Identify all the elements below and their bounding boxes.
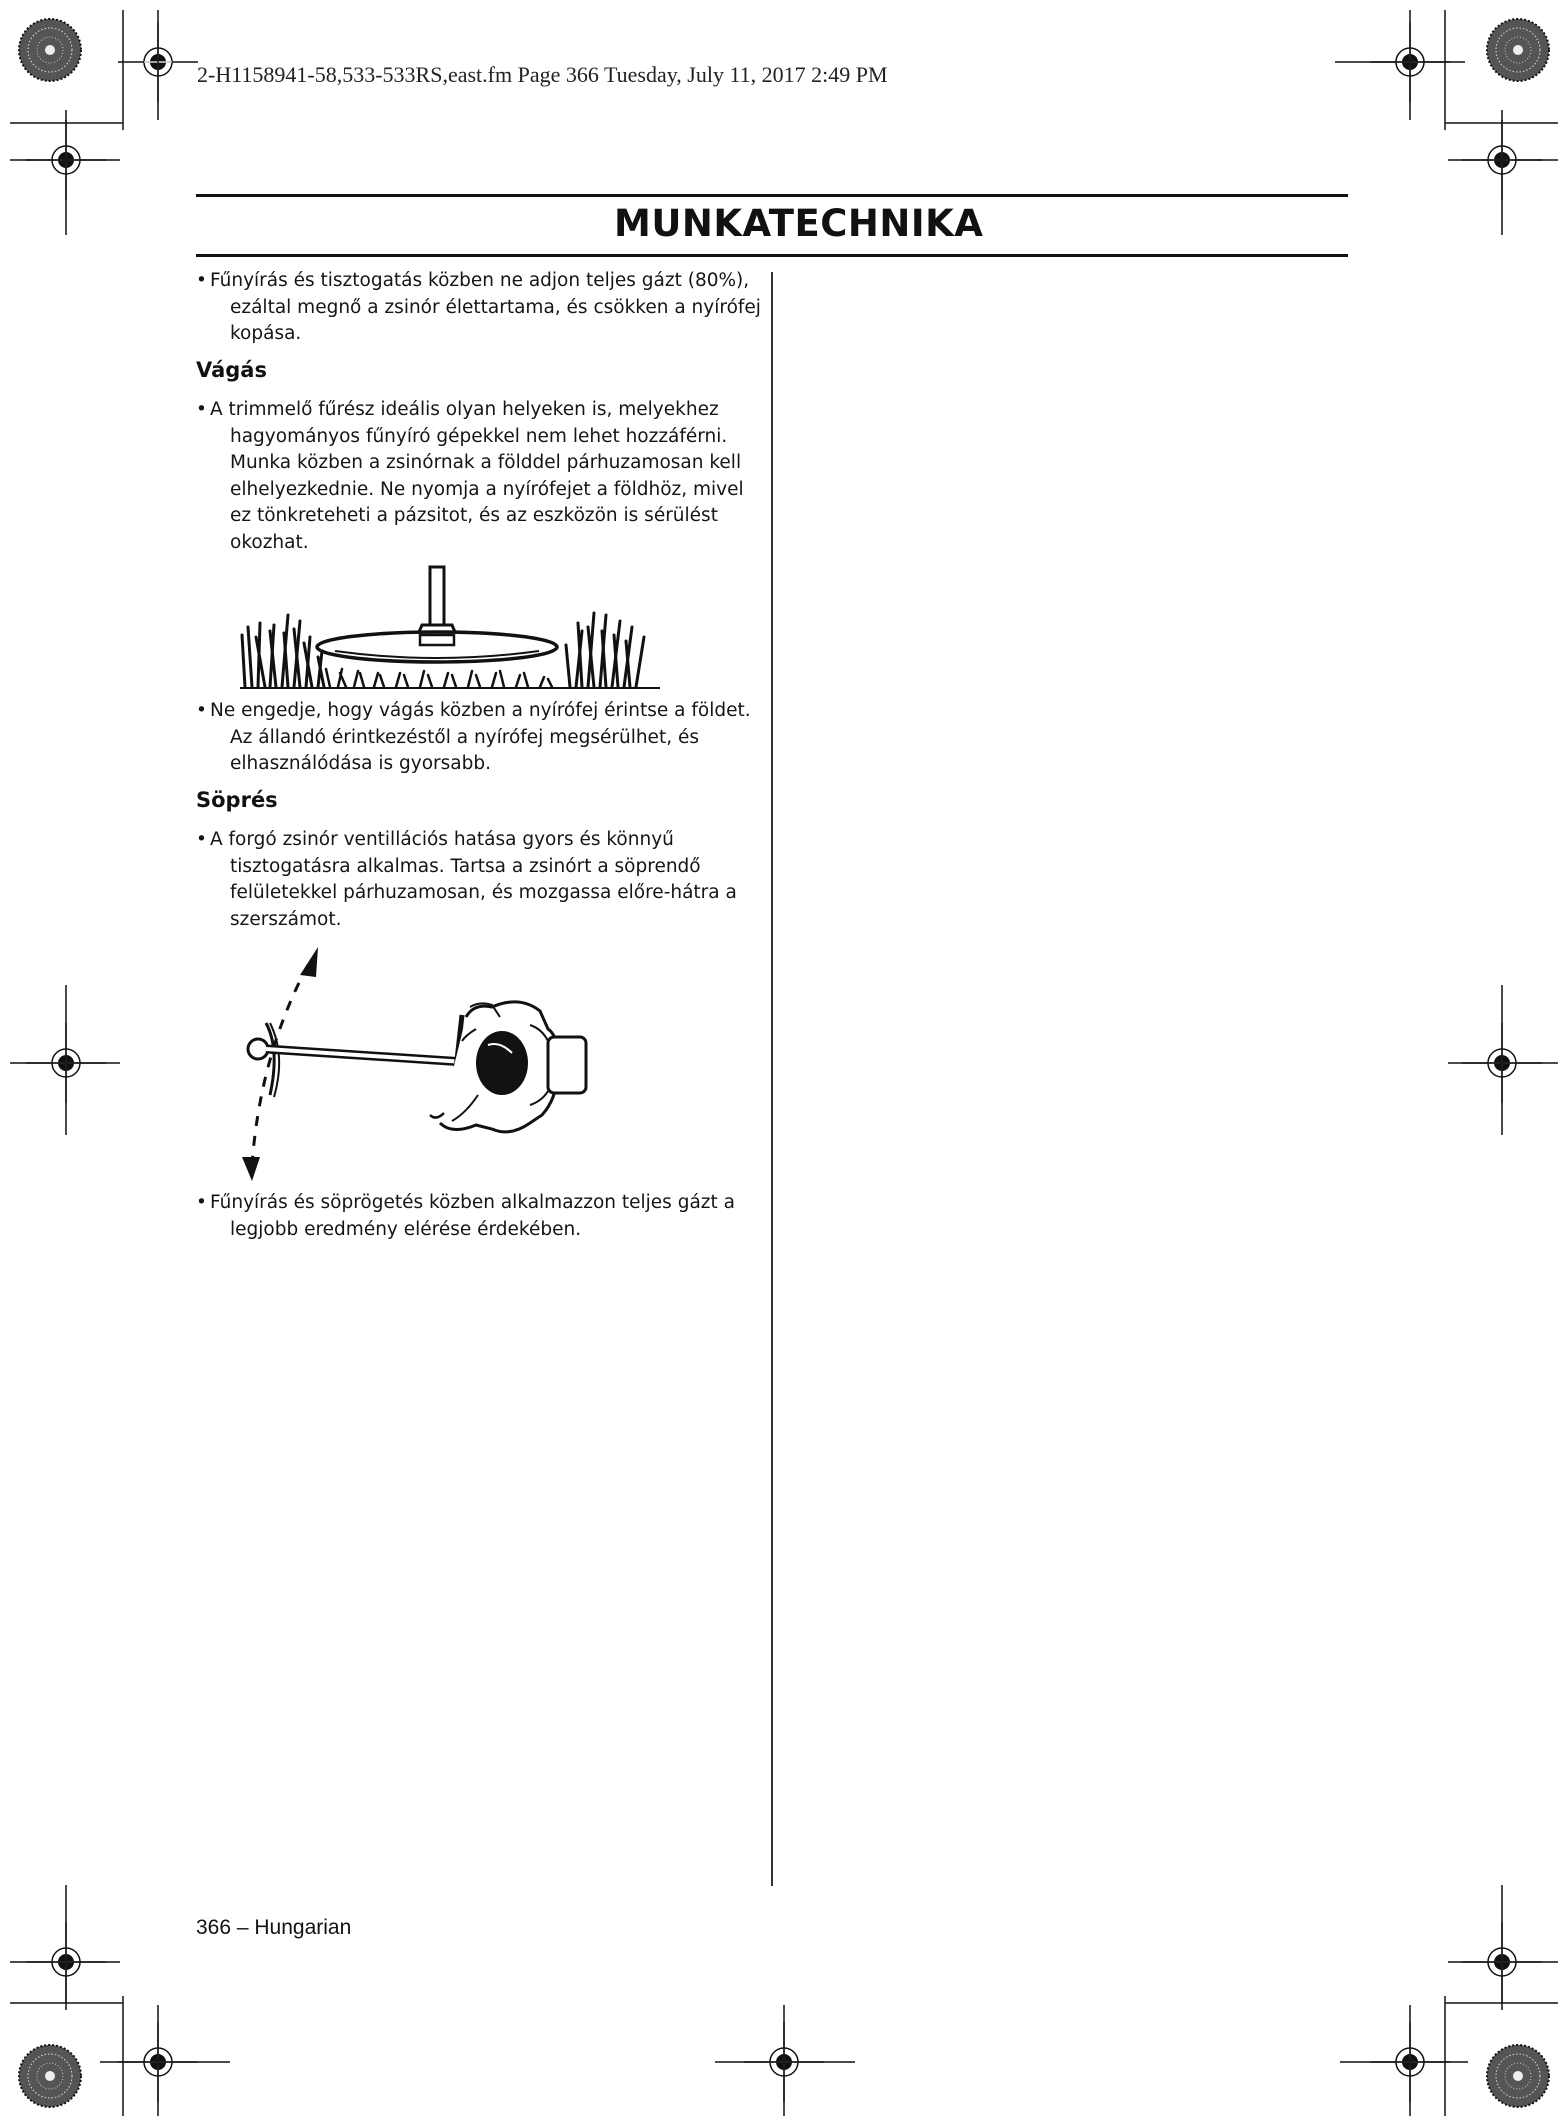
trimmer-head-grass-illustration [240, 565, 690, 693]
file-slug-header: 2-H1158941-58,533-533RS,east.fm Page 366 Tuesday, July 11, 2017 2:49 PM [197, 62, 888, 87]
arrow-down-icon [242, 1157, 260, 1181]
registration-star-icon [19, 19, 81, 81]
sweeping-bullet-1-text: A forgó zsinór ventillációs hatása gyors és könnyű tisztogatásra alkalmas. Tartsa a zsinórt a söprendő felületekkel párhuzamosan, és mozgassa előre-hátra a szerszámot. [210, 829, 737, 930]
registration-star-icon [1487, 19, 1549, 81]
cutting-bullet-2-text: Ne engedje, hogy vágás közben a nyírófej érintse a földet. Az állandó érintkezéstől a nyírófej megsérülhet, és elhasználódása is gyorsabb. [210, 700, 751, 774]
heading-sweeping: Söprés [196, 788, 278, 812]
column-divider [771, 272, 773, 1886]
intro-bullet-text: Fűnyírás és tisztogatás közben ne adjon teljes gázt (80%), ezáltal megnő a zsinór élettartama, és csökken a nyírófej kopása. [210, 270, 761, 344]
registration-star-icon [1487, 2045, 1549, 2107]
page-title: MUNKATECHNIKA [614, 202, 984, 245]
section-heading-sweeping [196, 788, 761, 812]
title-rule-bottom [196, 254, 1348, 257]
intro-bullet: • Fűnyírás és tisztogatás közben ne adjon teljes gázt (80%), ezáltal megnő a zsinór élettartama, és csökken a nyírófej kopása. [196, 270, 761, 344]
cutting-bullet-1: • A trimmelő fűrész ideális olyan helyeken is, melyekhez hagyományos fűnyíró gépekkel nem lehet hozzáférni. Munka közben a zsinórnak a földdel párhuzamosan kell elhelyezkednie. Ne nyomja a nyírófejet a földhöz, mivel ez tönkreteheti a pázsitot, és az eszközön is sérülést okozhat. [196, 399, 744, 553]
title-rule-top [196, 194, 1348, 197]
final-bullet: • Fűnyírás és söprögetés közben alkalmazzon teljes gázt a legjobb eredmény elérése érdekében. [196, 1192, 735, 1240]
top-view-operator-sweeping-illustration [230, 945, 610, 1185]
arrow-up-icon [300, 947, 318, 977]
final-bullet-text: Fűnyírás és söprögetés közben alkalmazzon teljes gázt a legjobb eredmény elérése érdekében. [210, 1192, 735, 1240]
section-heading-cutting [196, 358, 761, 382]
page-footer: 366 – Hungarian [196, 1916, 352, 1939]
sweeping-bullet-1: • A forgó zsinór ventillációs hatása gyors és könnyű tisztogatásra alkalmas. Tartsa a zsinórt a söprendő felületekkel párhuzamosan, és mozgassa előre-hátra a szerszámot. [196, 829, 737, 930]
cutting-bullet-1-text: A trimmelő fűrész ideális olyan helyeken is, melyekhez hagyományos fűnyíró gépekkel nem lehet hozzáférni. Munka közben a zsinórnak a földdel párhuzamosan kell elhelyezkednie. Ne nyomja a nyírófejet a földhöz, mivel ez tönkreteheti a pázsitot, és az eszközön is sérülést okozhat. [210, 399, 744, 553]
heading-cutting: Vágás [196, 358, 267, 382]
registration-star-icon [19, 2045, 81, 2107]
cutting-bullet-2: • Ne engedje, hogy vágás közben a nyírófej érintse a földet. Az állandó érintkezéstől a nyírófej megsérülhet, és elhasználódása is gyorsabb. [196, 700, 751, 774]
